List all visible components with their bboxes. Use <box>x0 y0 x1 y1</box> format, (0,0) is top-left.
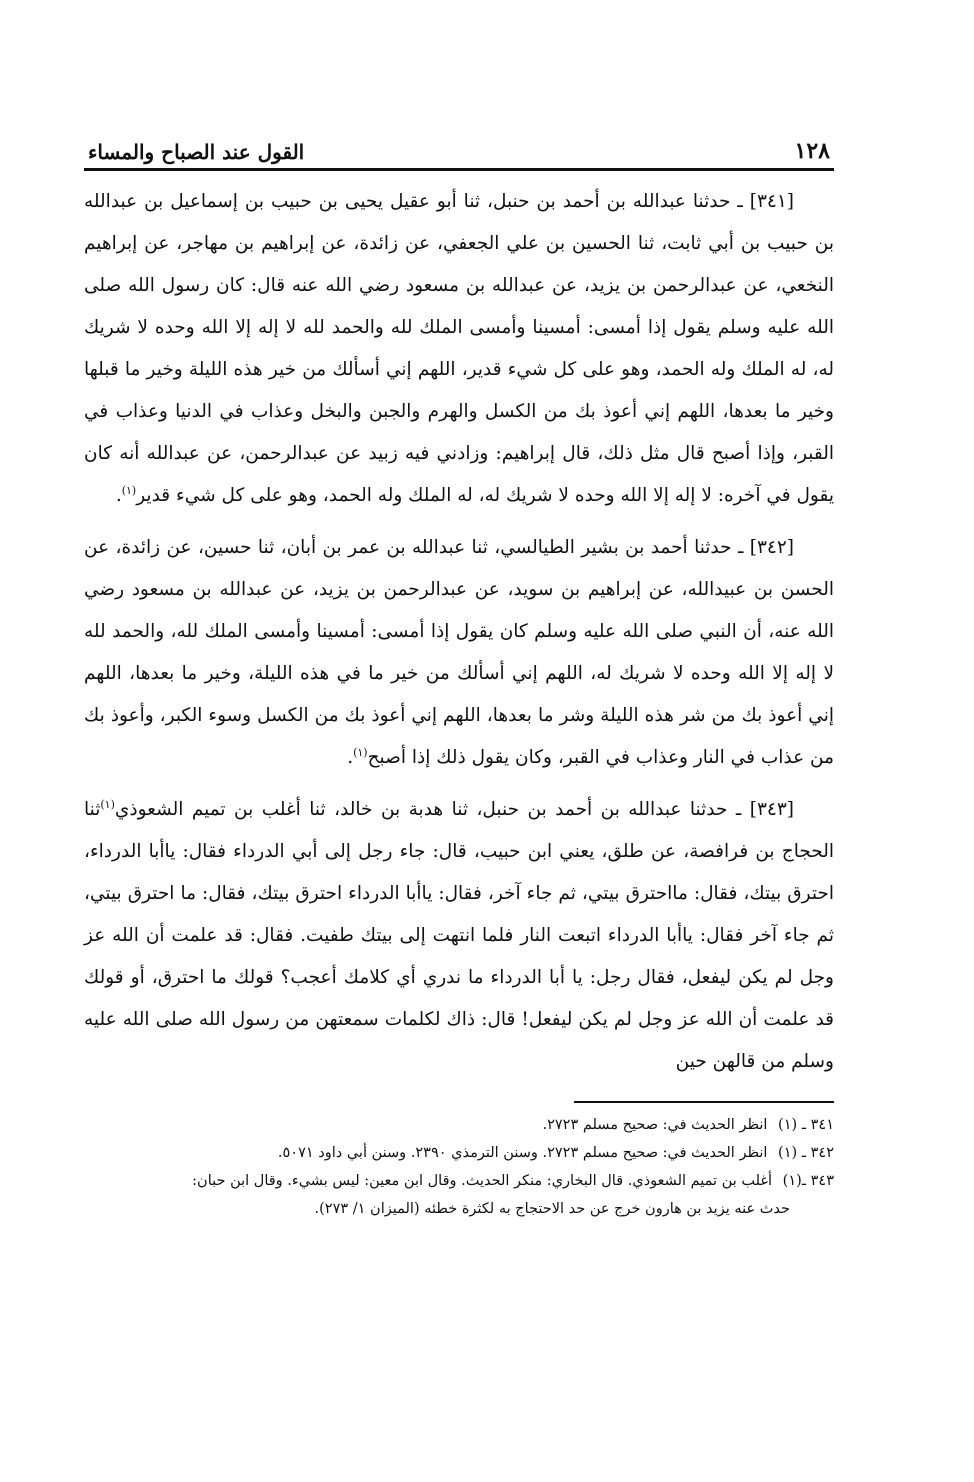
footnote-number: ٣٤٢ ـ (١) <box>778 1145 834 1161</box>
hadith-343 <box>84 789 834 1083</box>
footnote-342 <box>84 1139 834 1167</box>
hadith-text-after: ثنا الحجاج بن فرافصة، عن طلق، يعني ابن حبيب، قال: جاء رجل إلى أبي الدرداء فقال: ياأبا الدرداء، احترق بيتك، فقال: مااحترق بيتي، ثم جاء آخر، فقال: ياأبا الدرداء احترق بيتك، فقال: ما احترق بيتي، ثم جاء آخر فقال: ياأبا الدرداء اتبعت النار فلما انتهت إلى بيتك طفيت. فقال: قد علمت أن الله عز وجل لم يكن ليفعل، فقال رجل: يا أبا الدرداء ما ندري أي كلامك أعجب؟ قولك ما احترق، أو قولك قد علمت أن الله عز وجل لم يكن ليفعل! قال: ذاك لكلمات سمعتهن من رسول الله صلى الله عليه وسلم من قالهن حين <box>84 799 834 1072</box>
hadith-tail: . <box>347 747 354 768</box>
hadith-342 <box>84 527 834 779</box>
hadith-tail: . <box>115 485 122 506</box>
book-page <box>84 130 834 1223</box>
footnote-341 <box>84 1111 834 1139</box>
page-number: ١٢٨ <box>794 138 830 164</box>
footnote-text: أغلب بن تميم الشعوذي. قال البخاري: منكر الحديث. وقال ابن معين: ليس بشيء. وقال ابن حبان: <box>192 1173 773 1189</box>
footnote-343 <box>84 1167 834 1195</box>
page-header <box>84 130 834 164</box>
footnote-rule <box>574 1101 834 1103</box>
running-title: القول عند الصباح والمساء <box>88 140 305 164</box>
hadith-text-before: [٣٤٣] ـ حدثنا عبدالله بن أحمد بن حنبل، ثنا هدبة بن خالد، ثنا أغلب بن تميم الشعوذي <box>114 799 794 820</box>
footnote-343-continuation: حدث عنه يزيد بن هارون خرج عن حد الاحتجاج به لكثرة خطئه (الميزان ١/ ٢٧٣). <box>314 1201 790 1217</box>
footnote-number: ٣٤١ ـ (١) <box>778 1117 834 1133</box>
hadith-text: [٣٤٢] ـ حدثنا أحمد بن بشير الطيالسي، ثنا عبدالله بن عمر بن أبان، ثنا حسين، عن زائدة، عن الحسن بن عبيدالله، عن إبراهيم بن سويد، عن عبدالرحمن بن يزيد، عن عبدالله بن مسعود رضي الله عنه، أن النبي صلى الله عليه وسلم كان يقول إذا أمسى: أمسينا وأمسى الملك لله، والحمد لله لا إله إلا الله وحده لا شريك له، اللهم إني أسألك من خير ما في هذه الليلة، وخير ما بعدها، اللهم إني أعوذ بك من شر هذه الليلة وشر ما بعدها، اللهم إني أعوذ بك من الكسل وسوء الكبر، وأعوذ بك من عذاب في النار وعذاب في القبر، وكان يقول ذلك إذا أصبح <box>84 537 834 768</box>
header-rule <box>84 168 834 171</box>
hadith-341 <box>84 181 834 517</box>
footnote-reference: (١) <box>121 483 137 497</box>
footnote-text: انظر الحديث في: صحيح مسلم ٢٧٢٣. <box>542 1117 768 1133</box>
main-text <box>84 181 834 1083</box>
footnote-reference: (١) <box>353 745 368 759</box>
footnote-text: انظر الحديث في: صحيح مسلم ٢٧٢٣. وسنن الترمذي ٢٣٩٠. وسنن أبي داود ٥٠٧١. <box>277 1145 768 1161</box>
footnote-reference: (١) <box>100 797 115 811</box>
footnotes <box>84 1111 834 1223</box>
hadith-text: [٣٤١] ـ حدثنا عبدالله بن أحمد بن حنبل، ثنا أبو عقيل يحيى بن حبيب بن إسماعيل بن عبدالله بن حبيب بن أبي ثابت، ثنا الحسين بن علي الجعفي، عن زائدة، عن إبراهيم بن مهاجر، عن إبراهيم النخعي، عن عبدالرحمن بن يزيد، عن عبدالله بن مسعود رضي الله عنه قال: كان رسول الله صلى الله عليه وسلم يقول إذا أمسى: أمسينا وأمسى الملك لله والحمد لله لا إله إلا الله وحده لا شريك له، له الملك وله الحمد، وهو على كل شيء قدير، اللهم إني أسألك من خير هذه الليلة وخير ما قبلها وخير ما بعدها، اللهم إني أعوذ بك من الكسل والهرم والجبن والبخل وعذاب في الدنيا وعذاب في القبر، وإذا أصبح قال مثل ذلك، قال إبراهيم: وزادني فيه زبيد عن عبدالرحمن، عن عبدالله أنه كان يقول في آخره: لا إله إلا الله وحده لا شريك له، له الملك وله الحمد، وهو على كل شيء قدير <box>84 191 834 506</box>
footnote-number: ٣٤٣ ـ(١) <box>782 1173 834 1189</box>
